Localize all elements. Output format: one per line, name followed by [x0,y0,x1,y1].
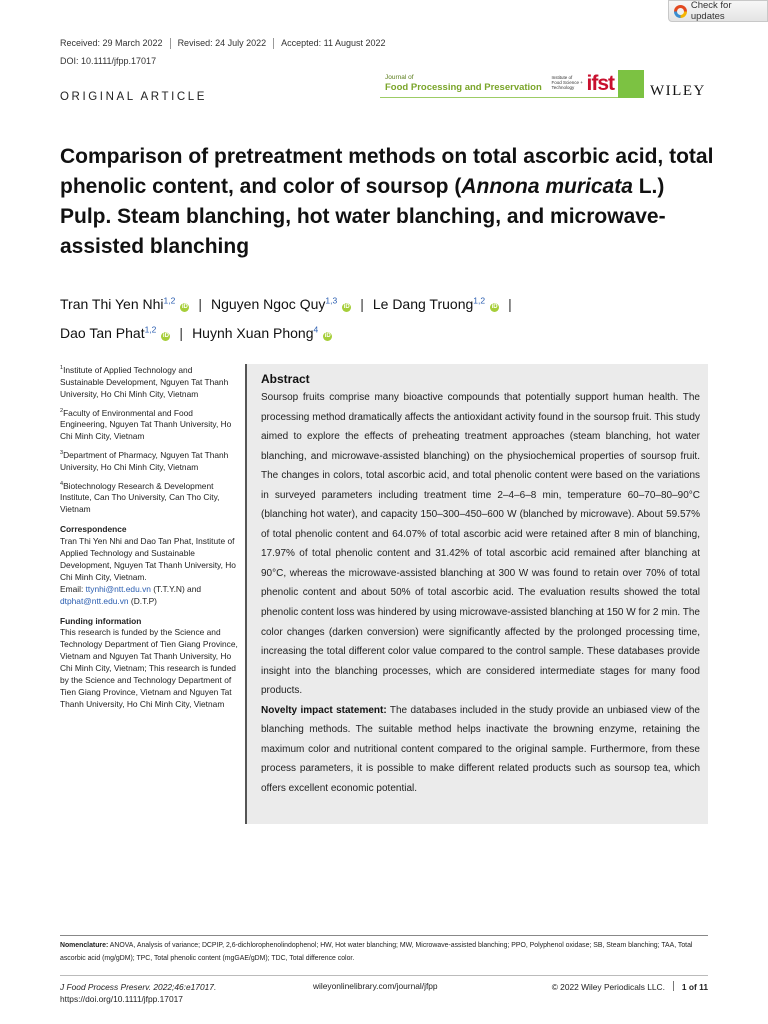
copyright: © 2022 Wiley Periodicals LLC. [551,982,665,992]
crossmark-icon [674,5,687,18]
article-title [60,142,720,262]
author-affiliation-ref: 1,2 [144,324,157,335]
author-name: Tran Thi Yen Nhi [60,295,164,312]
journal-title-prefix: Journal of [385,73,414,81]
affiliation: $^1$Institute of Applied Technology and Sustainable Development, Nguyen Tat Thanh University, Ho Chi Minh City, Vietnam [60,364,229,399]
correspondence-emails: Email: ttynhi@ntt.edu.vn (T.T.Y.N) and dtphat@ntt.edu.vn (D.T.P) [60,583,202,606]
author[interactable] [60,296,189,312]
funding-text: This research is funded by the Science and Technology Department of Tien Giang Province, Vietnam and Nguyen Tat Thanh University, Ho Chi Minh City, Vietnam; This research is funded by the Science and Technology Department of Tien Giang Province, Vietnam and Nguyen Tat Thanh University, Ho Chi Minh City, Vietnam [60,627,238,709]
ifst-logo [552,72,619,96]
author[interactable] [192,325,332,341]
abstract-box [245,364,708,824]
author-affiliation-ref: 4 [313,324,319,335]
author[interactable] [211,296,351,312]
correspondence-text: Tran Thi Yen Nhi and Dao Tan Phat, Institute of Applied Technology and Sustainable Development, Nguyen Tat Thanh University, Ho Chi Minh City, Vietnam. [60,536,236,582]
accepted-date: Accepted: 11 August 2022 [273,38,392,49]
author-list: Tran Thi Yen Nhi$^{1,2}$iD | Nguyen Ngoc Quy$^{1,3}$iD | Le Dang Truong$^{1,2}$iD | Dao Tan Phat$^{1,2}$iD | Huynh Xuan Phong$^4$iD [60,295,512,342]
affiliation: $^3$Department of Pharmacy, Nguyen Tat Thanh University, Ho Chi Minh City, Vietnam [60,449,229,472]
citation: J Food Process Preserv. 2022;46:e17017. [60,982,217,992]
email-link[interactable]: ttynhi@ntt.edu.vn [85,583,151,594]
author[interactable] [60,325,170,341]
author-name: Huynh Xuan Phong [192,325,314,342]
ifst-institute: Institute of Food Science + Technology [551,75,583,90]
author-affiliation-ref: 1,3 [325,295,338,305]
orcid-icon[interactable]: iD [181,303,188,310]
author-affiliation-ref: 1,2 [473,295,486,305]
publisher-logo: WILEY [650,83,706,99]
journal-site-link[interactable]: wileyonlinelibrary.com/journal/jfpp [313,981,438,991]
orcid-icon[interactable]: iD [491,303,498,310]
page-number: 1 of 11 [681,982,708,992]
author-affiliation-ref: 1,2 [163,295,176,305]
author[interactable] [373,296,499,312]
article-info-sidebar [60,363,238,711]
orcid-icon[interactable]: iD [162,333,169,340]
doi: DOI: 10.1111/jfpp.17017 [60,56,157,66]
novelty-statement: Novelty impact statement: The databases included in the study provide an unbiased view of the blanching methods. The suitable method helps inactivate the browning enzyme, retaining the maximum color and nutritional content compared to the original sample. Furthermore, from these process parameters, it is possible to make different related products such as soursop tea, which offers excellent economic potential. [261,704,700,794]
ifst-logo-text: ifst [586,71,614,95]
nomenclature: Nomenclature: ANOVA, Analysis of variance; DCPIP, 2,6-dichlorophenolindophenol; HW, Hot water blanching; MW, Microwave-assisted blanching; PPO, Polyphenol oxidase; SB, Steam blanching; TAA, Total ascorbic acid (mg/gDM); TPC, Total phenolic content (mgGAE/gDM); TDC, Total difference color. [60,942,693,962]
orcid-icon[interactable]: iD [343,303,350,310]
author-name: Nguyen Ngoc Quy [210,295,326,312]
abstract-left-rule [245,364,247,824]
author-name: Le Dang Truong [372,295,474,312]
abstract-heading: Abstract [261,372,310,386]
author-name: Dao Tan Phat [60,325,145,342]
correspondence-heading: Correspondence [60,524,127,535]
copyright-page [552,981,708,992]
footer-divider [60,975,708,976]
citation-block [60,981,216,1005]
article-type: ORIGINAL ARTICLE [60,91,208,103]
title-species-name: Annona muricata [461,175,633,198]
journal-banner[interactable] [380,70,644,98]
journal-title [380,75,552,93]
revised-date: Revised: 24 July 2022 [170,38,274,49]
check-for-updates-button[interactable] [668,0,768,22]
abstract-body: Soursop fruits comprise many bioactive compounds that potentially support human health. The processing method dramatically affects the antioxidant activity found in the soursop fruit. This study aimed to explore the effects of preheating treatment approaches (steam blanching, hot water blanching, and microwave-assisted blanching) on the physiochemical properties of soursop fruit. The changes in colors, total ascorbic acid, and total phenolic content were based on the variations in surveyed parameters including treatment time 2–4–6–8 min, temperature 60–70–80–90°C (blanching hot water), and capacity 150–300–450–600 W (blanched by microwave). About 59.57% of total phenolic content and 64.07% of total ascorbic acid were retained after 8 min of blanching, 17.97% of total phenolic content and 31.42% of total ascorbic acid remained after blanching at 90°C, whereas the microwave-assisted blanching at 300 W was found to retain over 70% of total phenolic content and about 50% of total ascorbic acid. The evaluation results showed the total phenolic content loss was hindered by using microwave-assisted blanching at 150 W for 2 min. The color changes (darken conversion) were significantly affected by the prolonged processing time, increasing the total different color value compared to the control sample. These databases provide insight into the blanching processes, which are considered intermediate stages for many food products. [261,392,700,697]
doi-link[interactable]: https://doi.org/10.1111/jfpp.17017 [60,994,183,1004]
received-date: Received: 29 March 2022 [60,38,163,48]
title-text-part1: Comparison of pretreatment methods on total ascorbic acid, total phenolic content, and color of soursop ( [60,145,714,198]
email-link[interactable]: dtphat@ntt.edu.vn [60,595,129,606]
affiliation: $^4$Biotechnology Research & Development Institute, Can Tho University, Can Tho City, Vietnam [60,480,220,515]
orcid-icon[interactable]: iD [324,333,331,340]
journal-name: Food Processing and Preservation [385,82,542,93]
affiliation: $^2$Faculty of Environmental and Food Engineering, Nguyen Tat Thanh University, Ho Chi Minh City, Vietnam [60,407,232,442]
article-dates [60,38,393,49]
journal-color-bar [618,70,644,98]
title-text-part2: L.) Pulp. Steam blanching, hot water blanching, and microwave-assisted blanching [60,175,666,258]
funding-heading: Funding information [60,615,142,626]
footnote-divider [60,935,708,936]
check-for-updates-label: Check for updates [690,0,732,22]
